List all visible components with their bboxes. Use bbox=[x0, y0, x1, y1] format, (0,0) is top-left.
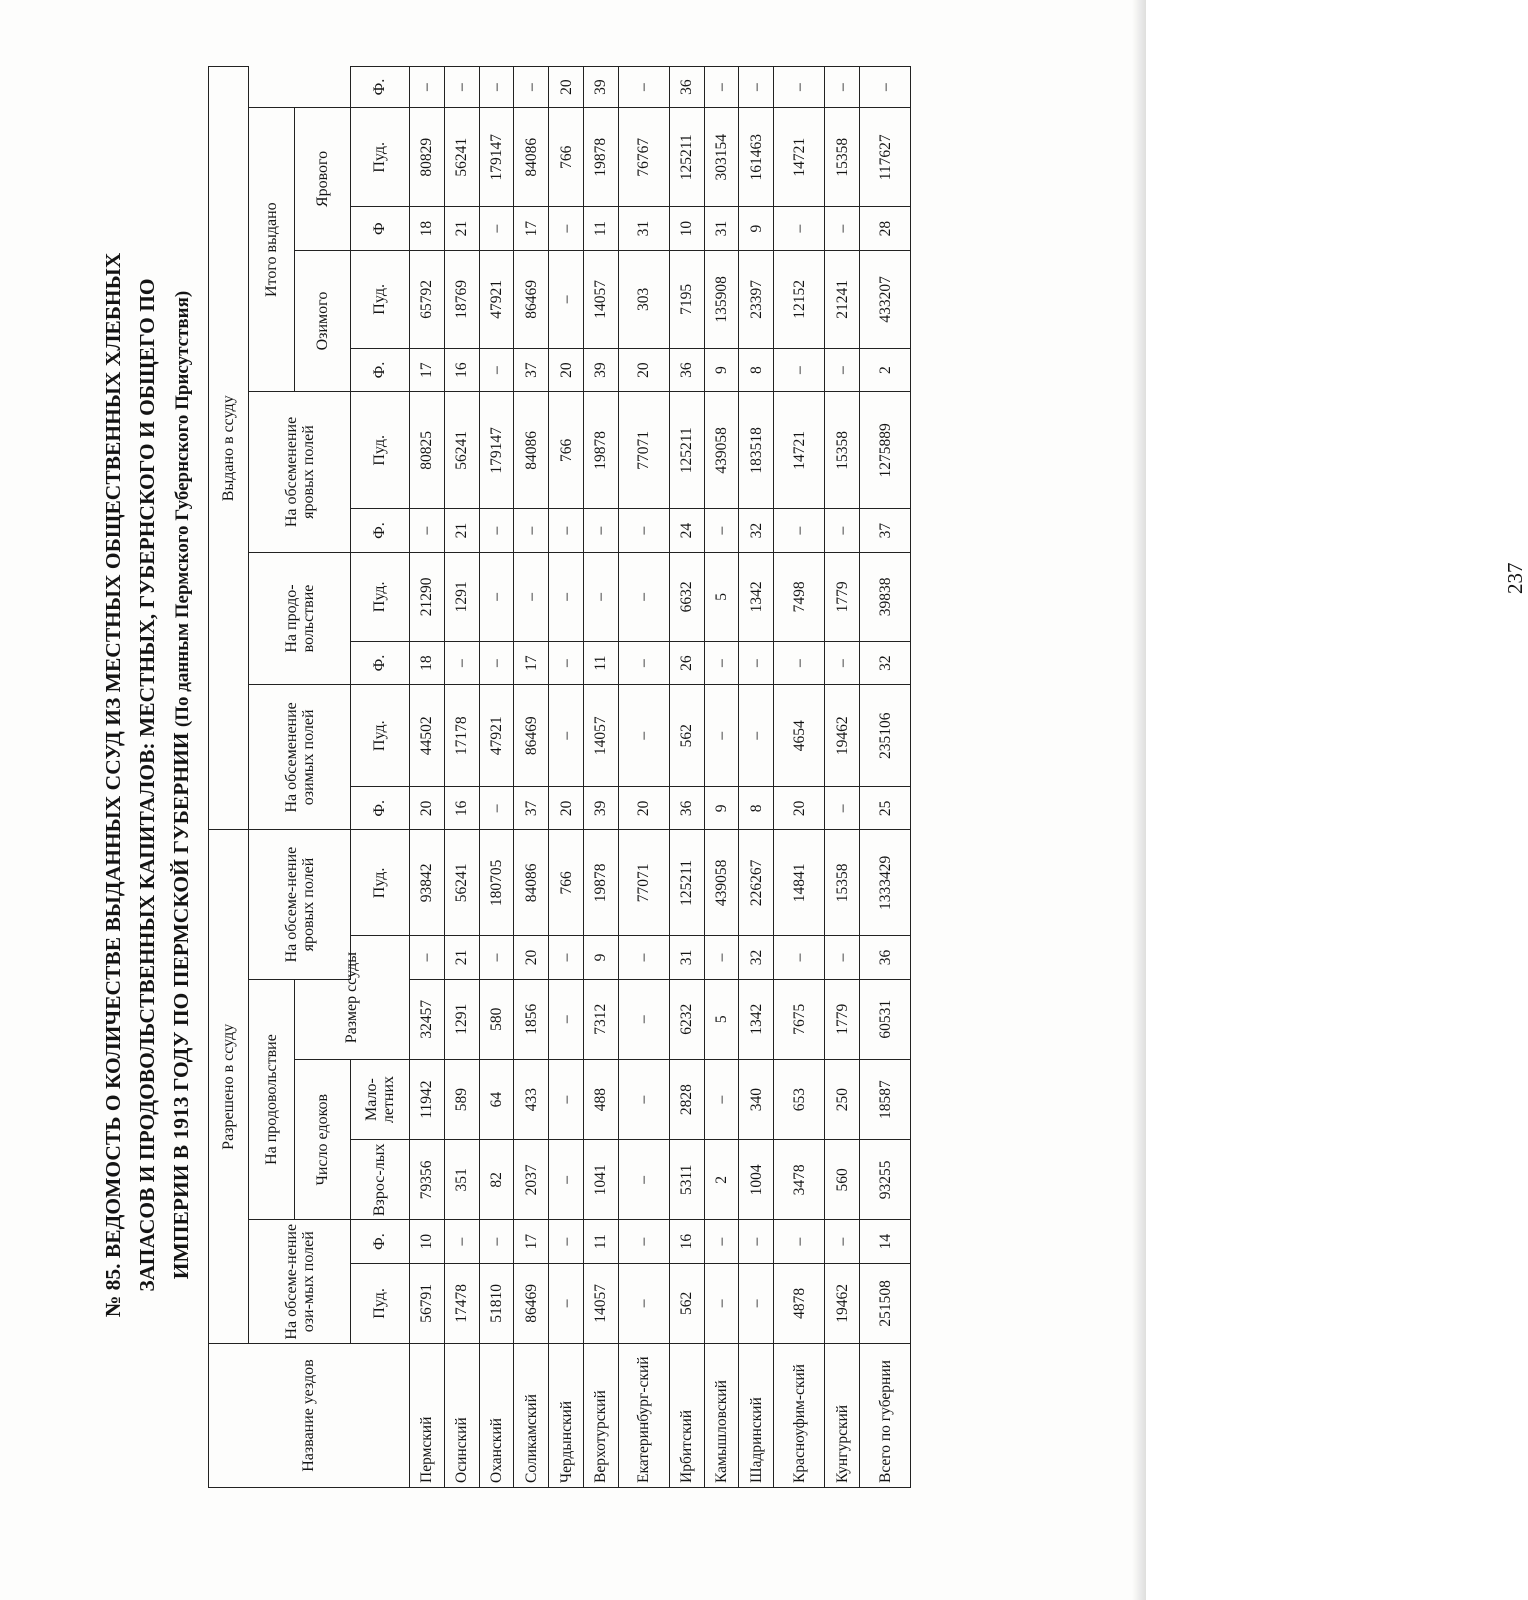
page-number: 237 bbox=[1503, 562, 1527, 594]
unit-pud: Пуд. bbox=[351, 250, 410, 348]
table-cell: – bbox=[825, 207, 860, 250]
table-cell: 20 bbox=[618, 787, 669, 830]
table-cell: 15358 bbox=[825, 830, 860, 936]
table-cell: 31 bbox=[669, 936, 704, 979]
district-name: Камышловский bbox=[704, 1344, 739, 1488]
table-cell: – bbox=[618, 552, 669, 641]
table-cell: 351 bbox=[444, 1140, 479, 1220]
table-cell: 5 bbox=[704, 552, 739, 641]
table-cell: 125211 bbox=[669, 392, 704, 509]
table-cell: 20 bbox=[618, 348, 669, 391]
unit-f: Ф. bbox=[351, 509, 410, 552]
table-row bbox=[618, 67, 669, 1488]
table-cell: – bbox=[549, 509, 584, 552]
table-cell: 80825 bbox=[409, 392, 444, 509]
table-row bbox=[409, 67, 444, 1488]
header-issued-sow-spring: На обсеменение яровых полей bbox=[249, 392, 351, 553]
table-cell: 77071 bbox=[618, 392, 669, 509]
table-cell: – bbox=[618, 979, 669, 1059]
table-cell: 7195 bbox=[669, 250, 704, 348]
table-row bbox=[479, 67, 514, 1488]
table-cell: 20 bbox=[549, 67, 584, 108]
table-cell: 31 bbox=[618, 207, 669, 250]
table-cell: 340 bbox=[739, 1059, 774, 1139]
table-cell: 32 bbox=[739, 936, 774, 979]
table-cell: 36 bbox=[669, 67, 704, 108]
table-cell: – bbox=[514, 552, 549, 641]
table-cell: – bbox=[549, 1140, 584, 1220]
table-row bbox=[669, 67, 704, 1488]
table-cell: 235106 bbox=[860, 685, 911, 787]
table-row bbox=[514, 67, 549, 1488]
table-cell: 18587 bbox=[860, 1059, 911, 1139]
table-cell: – bbox=[704, 1220, 739, 1263]
table-cell: – bbox=[860, 67, 911, 108]
table-cell: 1342 bbox=[739, 979, 774, 1059]
district-name: Всего по губернии bbox=[860, 1344, 911, 1488]
table-cell: 32457 bbox=[409, 979, 444, 1059]
table-cell: 65792 bbox=[409, 250, 444, 348]
table-cell: – bbox=[479, 348, 514, 391]
table-row bbox=[704, 67, 739, 1488]
table-cell: 51810 bbox=[479, 1263, 514, 1343]
table-cell: – bbox=[584, 509, 619, 552]
table-cell: 9 bbox=[739, 207, 774, 250]
table-cell: 433207 bbox=[860, 250, 911, 348]
table-cell: 47921 bbox=[479, 685, 514, 787]
document-title bbox=[96, 65, 200, 1505]
header-adults: Взрос-лых bbox=[351, 1140, 410, 1220]
header-issued: Выдано в ссуду bbox=[209, 67, 249, 830]
table-cell: 17 bbox=[514, 207, 549, 250]
title-line-3 bbox=[164, 65, 200, 1505]
table-cell: 2 bbox=[860, 348, 911, 391]
table-cell: 6632 bbox=[669, 552, 704, 641]
table-cell: 653 bbox=[774, 1059, 825, 1139]
table-cell: 7675 bbox=[774, 979, 825, 1059]
table-cell: 21 bbox=[444, 509, 479, 552]
table-cell: 56791 bbox=[409, 1263, 444, 1343]
table-row bbox=[774, 67, 825, 1488]
table-cell: 9 bbox=[704, 348, 739, 391]
table-cell: 1333429 bbox=[860, 830, 911, 936]
table-cell: 18769 bbox=[444, 250, 479, 348]
table-cell: 20 bbox=[549, 348, 584, 391]
table-cell: 36 bbox=[860, 936, 911, 979]
table-cell: 14057 bbox=[584, 250, 619, 348]
table-cell: – bbox=[704, 685, 739, 787]
table-cell: – bbox=[479, 641, 514, 684]
table-cell: – bbox=[618, 1220, 669, 1263]
table-cell: 31 bbox=[704, 207, 739, 250]
table-cell: 439058 bbox=[704, 830, 739, 936]
table-cell: 76767 bbox=[618, 108, 669, 207]
table-cell: 20 bbox=[514, 936, 549, 979]
table-cell: 125211 bbox=[669, 108, 704, 207]
table-cell: – bbox=[825, 641, 860, 684]
table-cell: 84086 bbox=[514, 392, 549, 509]
table-row bbox=[860, 67, 911, 1488]
loans-table bbox=[208, 66, 911, 1488]
table-cell: 11 bbox=[584, 207, 619, 250]
table-cell: 562 bbox=[669, 1263, 704, 1343]
table-cell: – bbox=[825, 787, 860, 830]
table-cell: 21 bbox=[444, 207, 479, 250]
table-cell: 14 bbox=[860, 1220, 911, 1263]
district-name: Ирбитский bbox=[669, 1344, 704, 1488]
unit-f: Ф. bbox=[351, 67, 410, 108]
table-cell: 86469 bbox=[514, 685, 549, 787]
district-name: Красноуфим-ский bbox=[774, 1344, 825, 1488]
table-cell: 18 bbox=[409, 641, 444, 684]
unit-pud: Пуд. bbox=[351, 552, 410, 641]
table-cell: – bbox=[618, 685, 669, 787]
table-cell: – bbox=[774, 641, 825, 684]
header-winter: Озимого bbox=[294, 250, 350, 391]
table-cell: – bbox=[549, 1263, 584, 1343]
table-cell: 56241 bbox=[444, 108, 479, 207]
table-cell: 25 bbox=[860, 787, 911, 830]
table-cell: – bbox=[739, 685, 774, 787]
table-cell: 179147 bbox=[479, 108, 514, 207]
table-cell: 39 bbox=[584, 67, 619, 108]
table-cell: 82 bbox=[479, 1140, 514, 1220]
table-cell: 37 bbox=[514, 787, 549, 830]
table-cell: 766 bbox=[549, 108, 584, 207]
table-cell: – bbox=[704, 936, 739, 979]
table-cell: 56241 bbox=[444, 392, 479, 509]
table-cell: 14721 bbox=[774, 392, 825, 509]
table-cell: 1041 bbox=[584, 1140, 619, 1220]
table-cell: – bbox=[825, 936, 860, 979]
district-name: Осинский bbox=[444, 1344, 479, 1488]
table-cell: 9 bbox=[704, 787, 739, 830]
table-cell: – bbox=[479, 936, 514, 979]
table-cell: – bbox=[704, 1059, 739, 1139]
table-cell: 77071 bbox=[618, 830, 669, 936]
title-line-2: ЗАПАСОВ И ПРОДОВОЛЬСТВЕННЫХ КАПИТАЛОВ: МЕСТНЫХ, ГУБЕРНСКОГО И ОБЩЕГО ПО bbox=[135, 278, 159, 1292]
table-cell: 15358 bbox=[825, 108, 860, 207]
table-cell: – bbox=[704, 509, 739, 552]
table-cell: 8 bbox=[739, 787, 774, 830]
table-cell: – bbox=[444, 1220, 479, 1263]
table-cell: 766 bbox=[549, 392, 584, 509]
table-row bbox=[549, 67, 584, 1488]
table-row bbox=[444, 67, 479, 1488]
table-cell: 15358 bbox=[825, 392, 860, 509]
table-cell: 84086 bbox=[514, 108, 549, 207]
district-name: Оханский bbox=[479, 1344, 514, 1488]
table-cell: 17 bbox=[514, 1220, 549, 1263]
table-cell: 11942 bbox=[409, 1059, 444, 1139]
table-cell: 28 bbox=[860, 207, 911, 250]
table-cell: 1004 bbox=[739, 1140, 774, 1220]
table-cell: 84086 bbox=[514, 830, 549, 936]
table-cell: 36 bbox=[669, 787, 704, 830]
table-cell: 6232 bbox=[669, 979, 704, 1059]
table-cell: – bbox=[618, 67, 669, 108]
table-cell: 7498 bbox=[774, 552, 825, 641]
table-cell: 9 bbox=[584, 936, 619, 979]
table-cell: 12152 bbox=[774, 250, 825, 348]
table-cell: – bbox=[618, 1140, 669, 1220]
table-cell: – bbox=[479, 67, 514, 108]
table-cell: – bbox=[479, 1220, 514, 1263]
table-cell: – bbox=[739, 67, 774, 108]
table-cell: – bbox=[479, 787, 514, 830]
table-cell: 5 bbox=[704, 979, 739, 1059]
table-cell: – bbox=[549, 250, 584, 348]
table-cell: – bbox=[549, 1059, 584, 1139]
table-cell: 14057 bbox=[584, 685, 619, 787]
table-cell: – bbox=[825, 509, 860, 552]
table-cell: – bbox=[549, 552, 584, 641]
table-cell: 60531 bbox=[860, 979, 911, 1059]
table-cell: 1779 bbox=[825, 552, 860, 641]
table-cell: 433 bbox=[514, 1059, 549, 1139]
table-cell: 226267 bbox=[739, 830, 774, 936]
title-line-1: № 85. ВЕДОМОСТЬ О КОЛИЧЕСТВЕ ВЫДАННЫХ ССУД ИЗ МЕСТНЫХ ОБЩЕСТВЕННЫХ ХЛЕБНЫХ bbox=[101, 252, 125, 1318]
table-cell: 21290 bbox=[409, 552, 444, 641]
table-cell: 4878 bbox=[774, 1263, 825, 1343]
table-cell: 64 bbox=[479, 1059, 514, 1139]
unit-f: Ф bbox=[351, 207, 410, 250]
table-cell: 44502 bbox=[409, 685, 444, 787]
table-cell: – bbox=[739, 1263, 774, 1343]
table-cell: 8 bbox=[739, 348, 774, 391]
table-cell: – bbox=[479, 509, 514, 552]
table-cell: – bbox=[549, 1220, 584, 1263]
table-cell: 39 bbox=[584, 787, 619, 830]
table-cell: 16 bbox=[669, 1220, 704, 1263]
table-cell: 2828 bbox=[669, 1059, 704, 1139]
table-cell: 5311 bbox=[669, 1140, 704, 1220]
table-cell: – bbox=[704, 641, 739, 684]
table-cell: – bbox=[549, 685, 584, 787]
table-cell: – bbox=[584, 552, 619, 641]
table-cell: – bbox=[618, 1059, 669, 1139]
table-cell: 2037 bbox=[514, 1140, 549, 1220]
unit-f: Ф. bbox=[351, 641, 410, 684]
table-cell: 36 bbox=[669, 348, 704, 391]
table-cell: – bbox=[774, 67, 825, 108]
unit-pud: Пуд. bbox=[351, 108, 410, 207]
table-cell: – bbox=[409, 509, 444, 552]
table-row bbox=[825, 67, 860, 1488]
table-cell: 20 bbox=[409, 787, 444, 830]
table-cell: 86469 bbox=[514, 1263, 549, 1343]
table-cell: – bbox=[825, 67, 860, 108]
table-cell: 183518 bbox=[739, 392, 774, 509]
table-cell: – bbox=[514, 509, 549, 552]
table-cell: – bbox=[618, 509, 669, 552]
table-cell: 32 bbox=[860, 641, 911, 684]
table-cell: 303 bbox=[618, 250, 669, 348]
unit-pud: Пуд. bbox=[351, 392, 410, 509]
table-cell: 488 bbox=[584, 1059, 619, 1139]
table-cell: 4654 bbox=[774, 685, 825, 787]
table-cell: 39 bbox=[584, 348, 619, 391]
table-cell: 1779 bbox=[825, 979, 860, 1059]
table-cell: 17178 bbox=[444, 685, 479, 787]
table-cell: – bbox=[409, 936, 444, 979]
table-cell: 37 bbox=[514, 348, 549, 391]
header-allowed: Разрешено в ссуду bbox=[209, 830, 249, 1344]
table-cell: 3478 bbox=[774, 1140, 825, 1220]
table-cell: 589 bbox=[444, 1059, 479, 1139]
header-issued-sow-winter: На обсеменение озимых полей bbox=[249, 685, 351, 830]
table-cell: 251508 bbox=[860, 1263, 911, 1343]
table-cell: – bbox=[409, 67, 444, 108]
table-cell: 32 bbox=[739, 509, 774, 552]
table-cell: 766 bbox=[549, 830, 584, 936]
table-cell: 20 bbox=[549, 787, 584, 830]
table-cell: 1291 bbox=[444, 979, 479, 1059]
table-cell: – bbox=[774, 207, 825, 250]
table-cell: 21241 bbox=[825, 250, 860, 348]
table-cell: – bbox=[618, 1263, 669, 1343]
table-cell: 19462 bbox=[825, 1263, 860, 1343]
header-name: Название уездов bbox=[209, 1344, 410, 1488]
table-cell: 14057 bbox=[584, 1263, 619, 1343]
table-cell: 26 bbox=[669, 641, 704, 684]
table-cell: – bbox=[514, 67, 549, 108]
table-cell: – bbox=[549, 979, 584, 1059]
table-cell: – bbox=[704, 1263, 739, 1343]
table-cell: 79356 bbox=[409, 1140, 444, 1220]
table-cell: 19462 bbox=[825, 685, 860, 787]
table-cell: – bbox=[774, 1220, 825, 1263]
table-cell: – bbox=[549, 641, 584, 684]
district-name: Пермский bbox=[409, 1344, 444, 1488]
table-cell: – bbox=[549, 207, 584, 250]
table-cell: 39838 bbox=[860, 552, 911, 641]
unit-f: Ф. bbox=[351, 348, 410, 391]
unit-pud: Пуд. bbox=[351, 685, 410, 787]
table-cell: – bbox=[444, 67, 479, 108]
table-cell: 80829 bbox=[409, 108, 444, 207]
table-cell: 24 bbox=[669, 509, 704, 552]
table-cell: 2 bbox=[704, 1140, 739, 1220]
header-total-issued: Итого выдано bbox=[249, 108, 295, 392]
table-cell: 1275889 bbox=[860, 392, 911, 509]
table-cell: 56241 bbox=[444, 830, 479, 936]
header-loan-size: Размер ссуды bbox=[294, 936, 409, 1060]
table-cell: 560 bbox=[825, 1140, 860, 1220]
unit-pud: Пуд. bbox=[351, 1263, 410, 1343]
table-cell: – bbox=[549, 936, 584, 979]
table-cell: 17478 bbox=[444, 1263, 479, 1343]
district-name: Кунгурский bbox=[825, 1344, 860, 1488]
table-cell: 17 bbox=[514, 641, 549, 684]
table-cell: – bbox=[618, 641, 669, 684]
table-cell: 16 bbox=[444, 787, 479, 830]
table-cell: 20 bbox=[774, 787, 825, 830]
table-cell: 19878 bbox=[584, 830, 619, 936]
district-name: Соликамский bbox=[514, 1344, 549, 1488]
table-cell: – bbox=[774, 509, 825, 552]
table-cell: 562 bbox=[669, 685, 704, 787]
table-cell: – bbox=[739, 1220, 774, 1263]
district-name: Екатеринбург-ский bbox=[618, 1344, 669, 1488]
title-line-3-source: (По данным Пермского Губернского Присутствия) bbox=[172, 290, 193, 728]
table-cell: 19878 bbox=[584, 108, 619, 207]
table-cell: 117627 bbox=[860, 108, 911, 207]
table-cell: 161463 bbox=[739, 108, 774, 207]
table-row bbox=[739, 67, 774, 1488]
district-name: Верхотурский bbox=[584, 1344, 619, 1488]
table-cell: 93255 bbox=[860, 1140, 911, 1220]
table-cell: – bbox=[704, 67, 739, 108]
table-cell: – bbox=[618, 936, 669, 979]
table-cell: – bbox=[825, 348, 860, 391]
header-sow-spring: На обсеме-нение яровых полей bbox=[249, 830, 351, 979]
table-cell: – bbox=[444, 641, 479, 684]
table-cell: 16 bbox=[444, 348, 479, 391]
table-cell: – bbox=[739, 641, 774, 684]
table-cell: 14721 bbox=[774, 108, 825, 207]
header-eaters: Число едоков bbox=[294, 1059, 350, 1220]
table-cell: – bbox=[825, 1220, 860, 1263]
table-cell: – bbox=[479, 207, 514, 250]
table-cell: 580 bbox=[479, 979, 514, 1059]
district-name: Чердынский bbox=[549, 1344, 584, 1488]
table-cell: 17 bbox=[409, 348, 444, 391]
table-cell: – bbox=[479, 552, 514, 641]
table-cell: 10 bbox=[669, 207, 704, 250]
table-cell: 303154 bbox=[704, 108, 739, 207]
table-cell: 250 bbox=[825, 1059, 860, 1139]
table-cell: 10 bbox=[409, 1220, 444, 1263]
header-sow-winter: На обсеме-нение ози-мых полей bbox=[249, 1220, 351, 1344]
header-issued-food: На продо-вольствие bbox=[249, 552, 351, 685]
table-cell: 179147 bbox=[479, 392, 514, 509]
table-cell: 135908 bbox=[704, 250, 739, 348]
table-cell: 180705 bbox=[479, 830, 514, 936]
table-cell: 14841 bbox=[774, 830, 825, 936]
header-food: На продовольствие bbox=[249, 979, 295, 1220]
table-cell: – bbox=[774, 936, 825, 979]
table-cell: 19878 bbox=[584, 392, 619, 509]
header-minors: Мало-летних bbox=[351, 1059, 410, 1139]
unit-pud: Пуд. bbox=[351, 830, 410, 936]
table-row bbox=[584, 67, 619, 1488]
table-cell: 125211 bbox=[669, 830, 704, 936]
table-cell: 7312 bbox=[584, 979, 619, 1059]
table-cell: 93842 bbox=[409, 830, 444, 936]
table-cell: 21 bbox=[444, 936, 479, 979]
district-name: Шадринский bbox=[739, 1344, 774, 1488]
table-cell: 1342 bbox=[739, 552, 774, 641]
table-cell: 11 bbox=[584, 1220, 619, 1263]
table-cell: 37 bbox=[860, 509, 911, 552]
table-cell: 86469 bbox=[514, 250, 549, 348]
table-cell: 47921 bbox=[479, 250, 514, 348]
table-cell: 18 bbox=[409, 207, 444, 250]
table-cell: 11 bbox=[584, 641, 619, 684]
header-spring: Ярового bbox=[294, 108, 350, 251]
table-cell: – bbox=[774, 348, 825, 391]
table-cell: 23397 bbox=[739, 250, 774, 348]
table-cell: 1291 bbox=[444, 552, 479, 641]
unit-f: Ф. bbox=[351, 1220, 410, 1263]
unit-f: Ф. bbox=[351, 787, 410, 830]
title-line-3-main: ИМПЕРИИ В 1913 ГОДУ ПО ПЕРМСКОЙ ГУБЕРНИИ bbox=[169, 732, 193, 1280]
table-cell: 439058 bbox=[704, 392, 739, 509]
table-cell: 1856 bbox=[514, 979, 549, 1059]
